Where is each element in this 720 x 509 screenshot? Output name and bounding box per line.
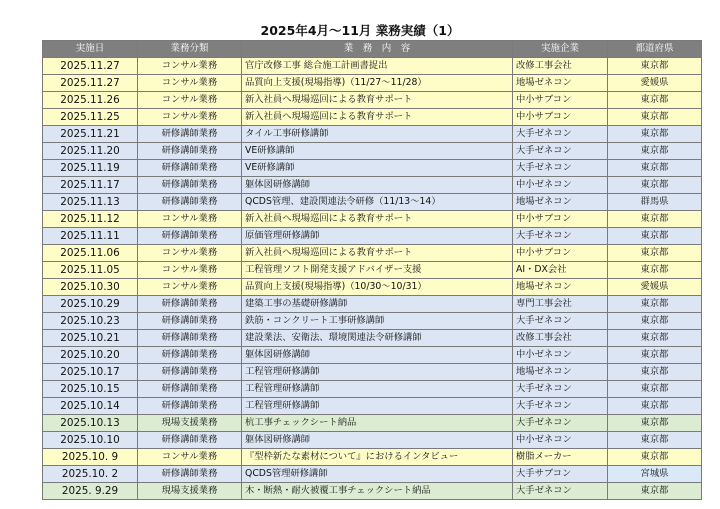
row-prefecture: 東京都 — [608, 449, 702, 466]
table-row — [43, 449, 702, 466]
row-category: コンサル業務 — [138, 109, 242, 126]
row-date: 2025.10.14 — [43, 398, 138, 415]
row-category: 研修講師業務 — [138, 143, 242, 160]
row-content: QCDS管理、建設関連法令研修（11/13～14） — [242, 194, 513, 211]
row-content: 杭工事チェックシート納品 — [242, 415, 513, 432]
row-company: 大手ゼネコン — [513, 313, 608, 330]
row-category: コンサル業務 — [138, 245, 242, 262]
row-category: コンサル業務 — [138, 58, 242, 75]
row-prefecture: 宮城県 — [608, 466, 702, 483]
row-company: 中小サブコン — [513, 211, 608, 228]
row-prefecture: 東京都 — [608, 296, 702, 313]
row-company: 地場ゼネコン — [513, 279, 608, 296]
row-prefecture: 東京都 — [608, 313, 702, 330]
row-date: 2025.10.30 — [43, 279, 138, 296]
table-body — [43, 58, 702, 500]
row-company: 大手ゼネコン — [513, 160, 608, 177]
row-content: 工程管理研修講師 — [242, 398, 513, 415]
table-row — [43, 143, 702, 160]
row-company: 専門工事会社 — [513, 296, 608, 313]
row-content: 新入社員へ現場巡回による教育サポート — [242, 92, 513, 109]
page-title: 2025年4月～11月 業務実績（1） — [260, 23, 460, 38]
row-prefecture: 東京都 — [608, 211, 702, 228]
header-content: 業 務 内 容 — [242, 41, 513, 58]
table-row — [43, 415, 702, 432]
table-row — [43, 313, 702, 330]
row-date: 2025.10.10 — [43, 432, 138, 449]
row-prefecture: 東京都 — [608, 126, 702, 143]
row-date: 2025.11.12 — [43, 211, 138, 228]
row-content: 新入社員へ現場巡回による教育サポート — [242, 245, 513, 262]
row-category: 現場支援業務 — [138, 483, 242, 500]
row-date: 2025.11.13 — [43, 194, 138, 211]
table-row — [43, 160, 702, 177]
table-row — [43, 126, 702, 143]
table-row — [43, 194, 702, 211]
row-content: VE研修講師 — [242, 160, 513, 177]
row-company: 中小ゼネコン — [513, 347, 608, 364]
table-row — [43, 330, 702, 347]
table-row — [43, 364, 702, 381]
row-prefecture: 群馬県 — [608, 194, 702, 211]
header-date: 実施日 — [43, 41, 138, 58]
row-prefecture: 東京都 — [608, 347, 702, 364]
row-content: 工程管理研修講師 — [242, 364, 513, 381]
table-row — [43, 432, 702, 449]
header-category: 業務分類 — [138, 41, 242, 58]
row-prefecture: 東京都 — [608, 415, 702, 432]
table-row — [43, 211, 702, 228]
row-content: 『型枠新たな素材について』におけるインタビュー — [242, 449, 513, 466]
header-row — [43, 41, 702, 58]
row-content: 鉄筋・コンクリート工事研修講師 — [242, 313, 513, 330]
row-date: 2025.11.21 — [43, 126, 138, 143]
row-date: 2025.11.26 — [43, 92, 138, 109]
row-category: 研修講師業務 — [138, 466, 242, 483]
row-date: 2025.10.13 — [43, 415, 138, 432]
row-date: 2025.10. 2 — [43, 466, 138, 483]
header-prefecture: 都道府県 — [608, 41, 702, 58]
table-row — [43, 177, 702, 194]
table-row — [43, 245, 702, 262]
row-content: 建設業法、安衛法、環境関連法令研修講師 — [242, 330, 513, 347]
row-date: 2025.10.17 — [43, 364, 138, 381]
row-company: 大手ゼネコン — [513, 143, 608, 160]
table-row — [43, 92, 702, 109]
row-content: 躯体図研修講師 — [242, 177, 513, 194]
row-company: 大手ゼネコン — [513, 483, 608, 500]
table-row — [43, 109, 702, 126]
row-prefecture: 東京都 — [608, 381, 702, 398]
row-content: 躯体図研修講師 — [242, 432, 513, 449]
row-content: 木・断熱・耐火被覆工事チェックシート納品 — [242, 483, 513, 500]
row-content: タイル工事研修講師 — [242, 126, 513, 143]
table-row — [43, 466, 702, 483]
row-company: 大手ゼネコン — [513, 398, 608, 415]
row-company: 大手ゼネコン — [513, 415, 608, 432]
row-category: コンサル業務 — [138, 279, 242, 296]
row-company: 地場ゼネコン — [513, 194, 608, 211]
row-category: コンサル業務 — [138, 92, 242, 109]
row-company: 大手ゼネコン — [513, 381, 608, 398]
row-category: コンサル業務 — [138, 75, 242, 92]
table-row — [43, 381, 702, 398]
row-prefecture: 愛媛県 — [608, 279, 702, 296]
row-company: 地場ゼネコン — [513, 75, 608, 92]
row-category: 研修講師業務 — [138, 347, 242, 364]
row-content: QCDS管理研修講師 — [242, 466, 513, 483]
row-date: 2025.11.20 — [43, 143, 138, 160]
table-row — [43, 262, 702, 279]
table-row — [43, 296, 702, 313]
row-company: 大手ゼネコン — [513, 126, 608, 143]
work-records-table — [42, 40, 702, 500]
row-category: コンサル業務 — [138, 211, 242, 228]
row-content: 新入社員へ現場巡回による教育サポート — [242, 211, 513, 228]
row-prefecture: 東京都 — [608, 58, 702, 75]
row-date: 2025.11.11 — [43, 228, 138, 245]
row-company: 大手サブコン — [513, 466, 608, 483]
row-content: VE研修講師 — [242, 143, 513, 160]
row-category: 研修講師業務 — [138, 228, 242, 245]
row-category: 研修講師業務 — [138, 330, 242, 347]
row-prefecture: 東京都 — [608, 483, 702, 500]
row-company: 地場ゼネコン — [513, 364, 608, 381]
table-row — [43, 347, 702, 364]
row-prefecture: 東京都 — [608, 330, 702, 347]
row-date: 2025.11.19 — [43, 160, 138, 177]
row-date: 2025.11.27 — [43, 58, 138, 75]
table-row — [43, 75, 702, 92]
table-row — [43, 279, 702, 296]
row-content: 品質向上支援(現場指導)（11/27～11/28） — [242, 75, 513, 92]
row-content: 新入社員へ現場巡回による教育サポート — [242, 109, 513, 126]
row-company: 改修工事会社 — [513, 58, 608, 75]
row-company: 中小サブコン — [513, 109, 608, 126]
row-company: 中小ゼネコン — [513, 177, 608, 194]
row-category: コンサル業務 — [138, 262, 242, 279]
row-category: 研修講師業務 — [138, 296, 242, 313]
row-date: 2025.10. 9 — [43, 449, 138, 466]
row-company: 中小サブコン — [513, 92, 608, 109]
row-prefecture: 東京都 — [608, 432, 702, 449]
table-row — [43, 483, 702, 500]
table-row — [43, 228, 702, 245]
row-date: 2025.11.06 — [43, 245, 138, 262]
table-row — [43, 398, 702, 415]
row-content: 品質向上支援(現場指導)（10/30～10/31） — [242, 279, 513, 296]
row-date: 2025.10.23 — [43, 313, 138, 330]
row-category: 研修講師業務 — [138, 126, 242, 143]
row-category: 研修講師業務 — [138, 398, 242, 415]
row-prefecture: 東京都 — [608, 245, 702, 262]
row-date: 2025.11.27 — [43, 75, 138, 92]
row-category: 研修講師業務 — [138, 364, 242, 381]
row-prefecture: 東京都 — [608, 177, 702, 194]
row-content: 工程管理ソフト開発支援アドバイザー支援 — [242, 262, 513, 279]
row-prefecture: 東京都 — [608, 228, 702, 245]
row-company: 中小ゼネコン — [513, 432, 608, 449]
row-company: 樹脂メーカー — [513, 449, 608, 466]
row-date: 2025.11.05 — [43, 262, 138, 279]
row-category: 研修講師業務 — [138, 194, 242, 211]
row-prefecture: 東京都 — [608, 143, 702, 160]
row-prefecture: 東京都 — [608, 109, 702, 126]
row-date: 2025.10.15 — [43, 381, 138, 398]
row-date: 2025.10.29 — [43, 296, 138, 313]
header-company: 実施企業 — [513, 41, 608, 58]
table-row — [43, 58, 702, 75]
row-prefecture: 東京都 — [608, 92, 702, 109]
row-category: 研修講師業務 — [138, 177, 242, 194]
row-prefecture: 愛媛県 — [608, 75, 702, 92]
row-content: 躯体図研修講師 — [242, 347, 513, 364]
row-prefecture: 東京都 — [608, 364, 702, 381]
row-date: 2025.10.21 — [43, 330, 138, 347]
row-date: 2025.11.17 — [43, 177, 138, 194]
row-company: 中小サブコン — [513, 245, 608, 262]
row-category: 研修講師業務 — [138, 160, 242, 177]
row-company: 改修工事会社 — [513, 330, 608, 347]
row-category: 研修講師業務 — [138, 313, 242, 330]
row-content: 工程管理研修講師 — [242, 381, 513, 398]
row-prefecture: 東京都 — [608, 262, 702, 279]
row-prefecture: 東京都 — [608, 160, 702, 177]
row-company: AI・DX会社 — [513, 262, 608, 279]
row-prefecture: 東京都 — [608, 398, 702, 415]
row-category: コンサル業務 — [138, 449, 242, 466]
row-content: 建築工事の基礎研修講師 — [242, 296, 513, 313]
row-date: 2025.11.25 — [43, 109, 138, 126]
row-category: 研修講師業務 — [138, 432, 242, 449]
row-content: 原価管理研修講師 — [242, 228, 513, 245]
row-date: 2025. 9.29 — [43, 483, 138, 500]
row-category: 現場支援業務 — [138, 415, 242, 432]
row-date: 2025.10.20 — [43, 347, 138, 364]
row-content: 官庁改修工事 総合施工計画書捉出 — [242, 58, 513, 75]
row-category: 研修講師業務 — [138, 381, 242, 398]
row-company: 大手ゼネコン — [513, 228, 608, 245]
